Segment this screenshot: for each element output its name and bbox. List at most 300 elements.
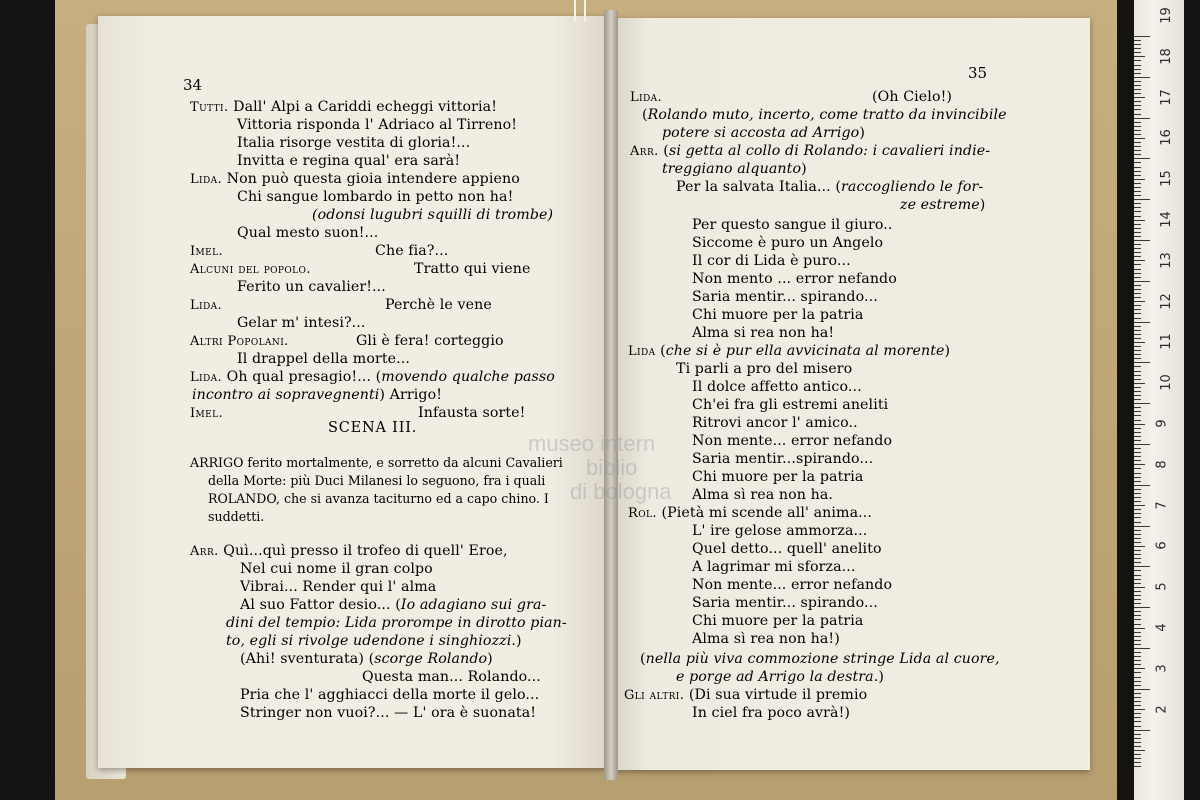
ruler-tick bbox=[1134, 709, 1145, 710]
ruler-tick bbox=[1134, 730, 1150, 731]
text-line bbox=[692, 468, 863, 486]
ruler-tick bbox=[1134, 473, 1141, 474]
ruler-tick bbox=[1134, 122, 1141, 123]
ruler-tick bbox=[1134, 260, 1145, 261]
text-line bbox=[692, 324, 834, 342]
ruler-tick bbox=[1134, 579, 1141, 580]
ruler-tick bbox=[1134, 387, 1141, 388]
ruler-tick bbox=[1134, 277, 1141, 278]
line-text: suddetti. bbox=[208, 509, 265, 524]
line-text: In ciel fra poco avrà!) bbox=[692, 705, 851, 721]
ruler-tick bbox=[1134, 175, 1141, 176]
text-line bbox=[237, 278, 386, 296]
line-text: Ferito un cavalier!... bbox=[237, 279, 386, 295]
ruler-tick bbox=[1134, 468, 1141, 469]
book-gutter bbox=[604, 10, 618, 780]
ruler-tick bbox=[1134, 464, 1145, 465]
ruler-tick bbox=[1134, 366, 1141, 367]
text-line bbox=[414, 260, 531, 278]
ruler-tick bbox=[1134, 395, 1141, 396]
ruler-tick bbox=[1134, 383, 1145, 384]
speaker-name: Lida. bbox=[190, 370, 223, 385]
ruler-tick bbox=[1134, 526, 1150, 527]
ruler-tick bbox=[1134, 244, 1141, 245]
ruler-tick bbox=[1134, 424, 1145, 425]
line-text: (Pietà mi scende all' anima... bbox=[656, 505, 872, 521]
text-line bbox=[692, 378, 862, 396]
ruler-tick bbox=[1134, 632, 1141, 633]
speaker-name: Lida. bbox=[190, 172, 223, 187]
ruler-tick bbox=[1134, 420, 1141, 421]
text-line bbox=[692, 432, 892, 450]
text-line bbox=[190, 170, 520, 189]
ruler-tick bbox=[1134, 289, 1141, 290]
ruler-tick bbox=[1134, 318, 1141, 319]
measuring-ruler bbox=[1134, 0, 1184, 800]
ruler-tick bbox=[1134, 644, 1141, 645]
line-text: Questa man... Rolando... bbox=[362, 669, 541, 685]
ruler-tick bbox=[1134, 52, 1141, 53]
ruler-tick bbox=[1134, 264, 1141, 265]
text-line bbox=[190, 404, 223, 423]
stage-direction: che si è pur ella avvicinata al morente bbox=[665, 343, 945, 359]
ruler-tick bbox=[1134, 330, 1141, 331]
ruler-number: 6 bbox=[1154, 541, 1170, 551]
speaker-name: Tutti. bbox=[190, 100, 229, 115]
line-text: Vittoria risponda l' Adriaco al Tirreno! bbox=[237, 117, 518, 133]
stage-direction: (odonsi lugubri squilli di trombe) bbox=[312, 207, 554, 223]
ruler-tick bbox=[1134, 109, 1141, 110]
ruler-number: 7 bbox=[1154, 500, 1170, 510]
ruler-tick bbox=[1134, 354, 1141, 355]
line-text: Stringer non vuoi?... — L' ora è suonata! bbox=[240, 705, 537, 721]
line-text: Saria mentir... spirando... bbox=[692, 595, 878, 611]
ruler-tick bbox=[1134, 746, 1141, 747]
line-text: ) bbox=[801, 161, 807, 177]
ruler-tick bbox=[1134, 195, 1141, 196]
ruler-number: 5 bbox=[1154, 582, 1170, 591]
line-text: Non mente... error nefando bbox=[692, 433, 893, 449]
line-text: Alma sì rea non ha. bbox=[692, 487, 834, 503]
ruler-number: 2 bbox=[1154, 704, 1170, 714]
line-text: Dall' Alpi a Cariddi echeggi vittoria! bbox=[228, 99, 498, 115]
line-text: Quì...quì presso il trofeo di quell' Eroe, bbox=[218, 543, 508, 559]
speaker-name: Alcuni del popolo. bbox=[190, 262, 311, 277]
ruler-tick bbox=[1134, 566, 1150, 567]
text-line bbox=[190, 242, 223, 261]
stage-direction: ze estreme bbox=[900, 197, 980, 213]
line-text: Chi muore per la patria bbox=[692, 307, 864, 323]
text-line bbox=[624, 686, 867, 705]
line-text: Non può questa gioia intendere appieno bbox=[222, 171, 520, 187]
text-line bbox=[692, 414, 858, 432]
ruler-number: 3 bbox=[1154, 664, 1170, 673]
ruler-tick bbox=[1134, 705, 1141, 706]
ruler-tick bbox=[1134, 134, 1141, 135]
text-line bbox=[692, 306, 863, 324]
line-text: Invitta e regina qual' era sarà! bbox=[237, 153, 461, 169]
ruler-tick bbox=[1134, 481, 1141, 482]
ruler-tick bbox=[1134, 224, 1141, 225]
line-text: ARRIGO ferito mortalmente, e sorretto da alcuni Cavalieri bbox=[190, 455, 563, 470]
stage-direction: treggiano alquanto bbox=[662, 161, 802, 177]
ruler-tick bbox=[1134, 672, 1141, 673]
ruler-tick bbox=[1134, 758, 1141, 759]
ruler-tick bbox=[1134, 628, 1145, 629]
ruler-tick bbox=[1134, 342, 1145, 343]
ruler-number: 19 bbox=[1158, 7, 1174, 24]
line-text: Il dolce affetto antico... bbox=[692, 379, 862, 395]
ruler-tick bbox=[1134, 150, 1141, 151]
ruler-tick bbox=[1134, 452, 1141, 453]
speaker-name: Imel. bbox=[190, 406, 224, 421]
line-text: Non mente... error nefando bbox=[692, 577, 893, 593]
ruler-tick bbox=[1134, 379, 1141, 380]
ruler-number: 15 bbox=[1158, 170, 1174, 187]
stage-direction: nella più viva commozione stringe Lida al cuore, bbox=[645, 651, 1000, 667]
line-text: Alma si rea non ha! bbox=[692, 325, 835, 341]
stage-direction: si getta al collo di Rolando: i cavalieri indie- bbox=[668, 143, 991, 159]
text-line bbox=[240, 596, 546, 614]
ruler-tick bbox=[1134, 81, 1141, 82]
ruler-tick bbox=[1134, 293, 1141, 294]
ruler-tick bbox=[1134, 305, 1141, 306]
ruler-number: 16 bbox=[1158, 129, 1174, 147]
ruler-tick bbox=[1134, 640, 1141, 641]
ruler-tick bbox=[1134, 530, 1141, 531]
line-text: Saria mentir...spirando... bbox=[692, 451, 874, 467]
text-line bbox=[628, 504, 872, 523]
line-text: Non mento ... error nefando bbox=[692, 271, 897, 287]
line-text: della Morte: più Duci Milanesi lo seguono, fra i quali bbox=[208, 473, 546, 488]
line-text: Perchè le vene bbox=[385, 297, 492, 313]
speaker-name: Imel. bbox=[190, 244, 224, 259]
ruler-tick bbox=[1134, 587, 1145, 588]
ruler-tick bbox=[1134, 534, 1141, 535]
library-watermark bbox=[528, 432, 672, 504]
ruler-tick bbox=[1134, 273, 1141, 274]
ruler-number: 13 bbox=[1158, 252, 1174, 269]
line-text: Alma sì rea non ha!) bbox=[692, 631, 840, 647]
ruler-tick bbox=[1134, 636, 1141, 637]
text-line bbox=[362, 668, 541, 686]
ruler-tick bbox=[1134, 554, 1141, 555]
ruler-tick bbox=[1134, 40, 1141, 41]
text-line bbox=[628, 342, 950, 361]
text-line bbox=[692, 396, 888, 414]
ruler-tick bbox=[1134, 252, 1141, 253]
ruler-tick bbox=[1134, 399, 1141, 400]
text-line bbox=[237, 134, 470, 152]
ruler-tick bbox=[1134, 599, 1141, 600]
ruler-tick bbox=[1134, 338, 1141, 339]
ruler-tick bbox=[1134, 56, 1145, 57]
ruler-tick bbox=[1134, 101, 1141, 102]
ruler-tick bbox=[1134, 93, 1141, 94]
line-text: Il cor di Lida è puro... bbox=[692, 253, 851, 269]
ruler-tick bbox=[1134, 766, 1141, 767]
ruler-tick bbox=[1134, 371, 1141, 372]
ruler-tick bbox=[1134, 326, 1141, 327]
line-text: ( bbox=[640, 651, 646, 667]
ruler-tick bbox=[1134, 489, 1141, 490]
line-text: Oh qual presagio!... ( bbox=[222, 369, 382, 385]
ruler-tick bbox=[1134, 228, 1141, 229]
speaker-name: Lida bbox=[628, 344, 656, 359]
ruler-tick bbox=[1134, 162, 1141, 163]
text-line bbox=[312, 206, 553, 224]
ruler-tick bbox=[1134, 693, 1141, 694]
ruler-number: 12 bbox=[1158, 292, 1174, 310]
ruler-tick bbox=[1134, 362, 1150, 363]
ruler-tick bbox=[1134, 97, 1145, 98]
ruler-tick bbox=[1134, 105, 1141, 106]
ruler-tick bbox=[1134, 69, 1141, 70]
line-text: ( bbox=[642, 107, 648, 123]
ruler-tick bbox=[1134, 615, 1141, 616]
text-line bbox=[692, 630, 840, 648]
line-text: Siccome è puro un Angelo bbox=[692, 235, 884, 251]
ruler-tick bbox=[1134, 248, 1141, 249]
line-tail: ) bbox=[944, 343, 951, 359]
ruler-tick bbox=[1134, 171, 1141, 172]
ruler-tick bbox=[1134, 211, 1141, 212]
text-line bbox=[630, 142, 990, 161]
text-line bbox=[692, 486, 833, 504]
text-line bbox=[190, 296, 222, 315]
stage-direction: Io adagiano sui gra- bbox=[400, 597, 547, 613]
ruler-tick bbox=[1134, 448, 1141, 449]
line-text: Pria che l' agghiacci della morte il gelo... bbox=[240, 687, 540, 703]
line-text: Gelar m' intesi?... bbox=[237, 315, 366, 331]
line-text: Saria mentir... spirando... bbox=[692, 289, 878, 305]
ruler-tick bbox=[1134, 575, 1141, 576]
ruler-tick bbox=[1134, 428, 1141, 429]
text-line bbox=[692, 594, 878, 612]
text-line bbox=[226, 614, 567, 632]
ruler-tick bbox=[1134, 583, 1141, 584]
ruler-tick bbox=[1134, 493, 1141, 494]
ruler-tick bbox=[1134, 509, 1141, 510]
right-page-number: 35 bbox=[968, 64, 988, 82]
text-line bbox=[240, 578, 436, 596]
text-line bbox=[208, 472, 545, 490]
ruler-tick bbox=[1134, 36, 1150, 37]
ruler-tick bbox=[1134, 689, 1150, 690]
ruler-tick bbox=[1134, 591, 1141, 592]
ruler-tick bbox=[1134, 603, 1141, 604]
ruler-tick bbox=[1134, 285, 1141, 286]
text-line bbox=[418, 404, 525, 422]
ruler-tick bbox=[1134, 664, 1141, 665]
stage-direction: e porge ad Arrigo la destra. bbox=[676, 669, 879, 685]
text-line bbox=[237, 350, 410, 368]
line-text: Ch'ei fra gli estremi aneliti bbox=[692, 397, 889, 413]
stage-direction: Rolando muto, incerto, come tratto da invincibile bbox=[647, 107, 1007, 123]
ruler-tick bbox=[1134, 207, 1141, 208]
ruler-tick bbox=[1134, 183, 1141, 184]
ruler-number: 14 bbox=[1158, 211, 1174, 228]
ruler-tick bbox=[1134, 146, 1141, 147]
text-line bbox=[356, 332, 504, 350]
ruler-tick bbox=[1134, 187, 1141, 188]
text-line bbox=[692, 704, 850, 722]
line-text: Il drappel della morte... bbox=[237, 351, 411, 367]
text-line bbox=[692, 522, 867, 540]
text-line bbox=[190, 332, 289, 351]
ruler-tick bbox=[1134, 619, 1141, 620]
ruler-tick bbox=[1134, 301, 1145, 302]
ruler-tick bbox=[1134, 546, 1145, 547]
ruler-tick bbox=[1134, 130, 1141, 131]
ruler-tick bbox=[1134, 497, 1141, 498]
ruler-tick bbox=[1134, 191, 1141, 192]
ruler-tick bbox=[1134, 60, 1141, 61]
ruler-tick bbox=[1134, 440, 1141, 441]
stage-direction: movendo qualche passo bbox=[381, 369, 555, 385]
binding-string bbox=[574, 0, 586, 22]
ruler-tick bbox=[1134, 375, 1141, 376]
ruler-tick bbox=[1134, 681, 1141, 682]
scene-title: SCENA III. bbox=[328, 420, 418, 436]
ruler-tick bbox=[1134, 460, 1141, 461]
ruler-tick bbox=[1134, 350, 1141, 351]
speaker-name: Lida. bbox=[630, 90, 663, 105]
ruler-tick bbox=[1134, 220, 1145, 221]
speaker-name: Arr. bbox=[190, 544, 219, 559]
text-line bbox=[237, 116, 517, 134]
ruler-tick bbox=[1134, 595, 1141, 596]
line-text: (Ahi! sventurata) ( bbox=[240, 651, 375, 667]
line-text: Infausta sorte! bbox=[418, 405, 526, 421]
ruler-tick bbox=[1134, 738, 1141, 739]
line-text: Ritrovi ancor l' amico.. bbox=[692, 415, 858, 431]
stage-direction: scorge Rolando bbox=[374, 651, 488, 667]
ruler-tick bbox=[1134, 158, 1150, 159]
text-line bbox=[208, 490, 549, 508]
ruler-number: 17 bbox=[1158, 88, 1174, 106]
text-line bbox=[692, 270, 897, 288]
line-text: ( bbox=[655, 343, 666, 359]
text-line bbox=[692, 540, 882, 558]
ruler-tick bbox=[1134, 734, 1141, 735]
line-text: Vibrai... Render qui l' alma bbox=[240, 579, 437, 595]
ruler-tick bbox=[1134, 432, 1141, 433]
ruler-tick bbox=[1134, 118, 1150, 119]
text-line bbox=[190, 98, 497, 117]
ruler-tick bbox=[1134, 550, 1141, 551]
text-line bbox=[676, 178, 983, 196]
line-text: Chi sangue lombardo in petto non ha! bbox=[237, 189, 514, 205]
text-line bbox=[662, 160, 807, 178]
line-text: ( bbox=[658, 143, 669, 159]
line-text: (Oh Cielo!) bbox=[872, 89, 953, 105]
ruler-tick bbox=[1134, 44, 1141, 45]
ruler-tick bbox=[1134, 517, 1141, 518]
text-line bbox=[190, 454, 563, 472]
ruler-tick bbox=[1134, 607, 1150, 608]
watermark-line: museo intern bbox=[528, 431, 656, 456]
text-line bbox=[237, 224, 378, 242]
line-text: ROLANDO, che si avanza taciturno ed a capo chino. I bbox=[208, 491, 549, 506]
speaker-name: Lida. bbox=[190, 298, 223, 313]
ruler-tick bbox=[1134, 477, 1141, 478]
ruler-tick bbox=[1134, 562, 1141, 563]
ruler-tick bbox=[1134, 677, 1141, 678]
line-text: Gli è fera! corteggio bbox=[356, 333, 504, 349]
ruler-tick bbox=[1134, 236, 1141, 237]
text-line bbox=[692, 234, 883, 252]
ruler-number: 8 bbox=[1154, 460, 1170, 469]
ruler-tick bbox=[1134, 648, 1150, 649]
line-tail: ) bbox=[487, 651, 493, 667]
ruler-tick bbox=[1134, 611, 1141, 612]
ruler-tick bbox=[1134, 77, 1150, 78]
stage-direction: incontro ai sopravegnenti bbox=[192, 387, 380, 403]
ruler-tick bbox=[1134, 309, 1141, 310]
ruler-tick bbox=[1134, 505, 1145, 506]
text-line bbox=[190, 368, 555, 387]
left-page-number: 34 bbox=[183, 76, 203, 94]
text-line bbox=[630, 88, 662, 107]
ruler-tick bbox=[1134, 85, 1141, 86]
ruler-tick bbox=[1134, 313, 1141, 314]
text-line bbox=[192, 386, 442, 404]
line-text: L' ire gelose ammorza... bbox=[692, 523, 868, 539]
line-text: Nel cui nome il gran colpo bbox=[240, 561, 433, 577]
text-line bbox=[240, 686, 539, 704]
text-line bbox=[237, 152, 460, 170]
text-line bbox=[640, 650, 1000, 668]
ruler-number: 18 bbox=[1158, 48, 1174, 65]
line-text: Al suo Fattor desio... ( bbox=[240, 597, 401, 613]
ruler-tick bbox=[1134, 89, 1141, 90]
ruler-tick bbox=[1134, 713, 1141, 714]
ruler-tick bbox=[1134, 624, 1141, 625]
line-text: Per questo sangue il giuro.. bbox=[692, 217, 893, 233]
ruler-tick bbox=[1134, 668, 1145, 669]
ruler-tick bbox=[1134, 656, 1141, 657]
ruler-tick bbox=[1134, 570, 1141, 571]
ruler-tick bbox=[1134, 403, 1150, 404]
text-line bbox=[692, 612, 863, 630]
text-line bbox=[226, 632, 522, 650]
text-line bbox=[692, 450, 873, 468]
line-text: ) Arrigo! bbox=[379, 387, 443, 403]
watermark-line: di bologna bbox=[570, 479, 672, 504]
text-line bbox=[692, 576, 892, 594]
ruler-tick bbox=[1134, 754, 1141, 755]
ruler-tick bbox=[1134, 322, 1150, 323]
line-text: ) bbox=[859, 125, 865, 141]
line-text: Chi muore per la patria bbox=[692, 469, 864, 485]
line-text: (Di sua virtude il premio bbox=[684, 687, 868, 703]
ruler-tick bbox=[1134, 391, 1141, 392]
text-line bbox=[900, 196, 985, 214]
ruler-tick bbox=[1134, 513, 1141, 514]
ruler-number: 10 bbox=[1158, 374, 1174, 391]
text-line bbox=[237, 314, 366, 332]
ruler-tick bbox=[1134, 142, 1141, 143]
line-text: Quel detto... quell' anelito bbox=[692, 541, 882, 557]
line-text: Tratto qui viene bbox=[414, 261, 531, 277]
ruler-tick bbox=[1134, 346, 1141, 347]
speaker-name: Altri Popolani. bbox=[190, 334, 289, 349]
speaker-name: Rol. bbox=[628, 506, 657, 521]
speaker-name: Arr. bbox=[630, 144, 659, 159]
line-text: ) bbox=[979, 197, 986, 213]
ruler-tick bbox=[1134, 750, 1145, 751]
